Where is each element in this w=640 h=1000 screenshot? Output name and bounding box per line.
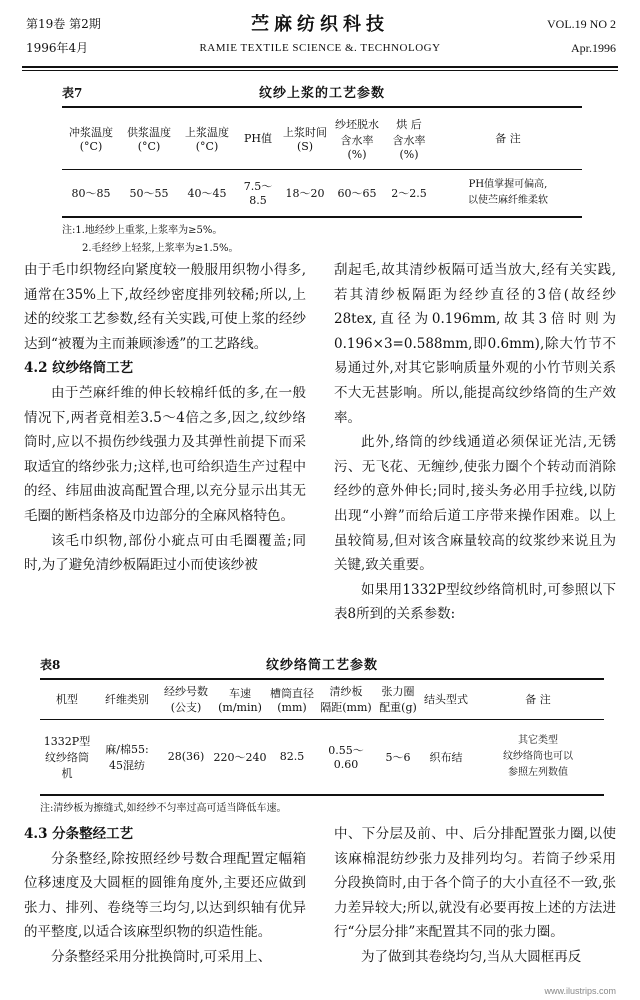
- journal-title-en: RAMIE TEXTILE SCIENCE &. TECHNOLOGY: [199, 42, 441, 54]
- paragraph: 此外,络筒的纱线通道必须保证光洁,无锈污、无飞花、无缠纱,使张力圈个个转动而消除经纱的意外伸长;同时,接头务必用手拉线,以防出现“小辫”而给后道工序带来操作困难。以上虽较简易,但对该含麻量较高的纹浆纱来说且为关键,致关重要。: [334, 434, 616, 574]
- table-8-label: 表8: [40, 658, 61, 672]
- journal-title-cn: 苎麻纺织科技: [251, 14, 389, 35]
- paragraph: 中、下分层及前、中、后分排配置张力圈,以使该麻棉混纺纱张力及排列均匀。若筒子纱采用分段换筒时,由于各个筒子的大小直径不一致,张力差异较大;所以,就没有必要再按上述的方法进行“分层分排”来配置其不同的张力圈。: [334, 826, 616, 941]
- page-header: [0, 0, 640, 66]
- table-header-cell: 张力圈 配重(g): [379, 685, 417, 715]
- paragraph: 分条整经采用分批换筒时,可采用上、: [51, 948, 272, 965]
- table-cell: 50～55: [129, 186, 169, 200]
- table-cell: 80～85: [71, 186, 111, 200]
- table-header-cell: 备 注: [495, 132, 521, 146]
- body-right-column-1: [334, 258, 616, 627]
- table-7-heading: [62, 80, 582, 106]
- header-rule-thin: [22, 70, 618, 71]
- table-header-cell: 冲浆温度 (°C): [69, 125, 113, 153]
- table-header-cell: PH值: [244, 132, 272, 146]
- table-cell: 40～45: [187, 186, 227, 200]
- paragraph: 分条整经,除按照经纱号数合理配置定幅箱位移速度及大圆框的圆锥角度外,主要还应做到张力、排列、卷绕等三均匀,以达到织轴有优异的平整度,以适合该麻型织物的织造性能。: [24, 850, 306, 941]
- watermark: www.ilustrips.com: [544, 986, 616, 996]
- table-cell: 220～240: [213, 750, 267, 764]
- body-right-column-2: [334, 822, 616, 970]
- table-header-cell: 烘 后 含水率 (%): [392, 117, 426, 161]
- header-right: [547, 12, 616, 60]
- table-cell: 织布结: [429, 750, 463, 764]
- paragraph: 如果用1332P型纹纱络筒机时,可参照以下表8所到的关系参数:: [334, 581, 616, 623]
- table-header-cell: 机型: [56, 693, 78, 707]
- table-cell: 18～20: [285, 186, 325, 200]
- table-header-cell: 车速 (m/min): [218, 686, 262, 714]
- table-7-notes: [62, 222, 582, 258]
- table-header-cell: 结头型式: [424, 693, 468, 707]
- table-cell: 1332P型 纹纱络筒机: [43, 734, 91, 780]
- table-header-cell: 清纱板 隔距(mm): [320, 685, 372, 715]
- table-header-cell: 纤维类别: [105, 693, 149, 707]
- table-header-cell: 经纱号数 (公支): [164, 685, 208, 715]
- table-8-title: 纹纱络筒工艺参数: [265, 658, 378, 673]
- volume-issue-en: VOL.19 NO 2: [547, 17, 616, 31]
- table-note: 2.毛经纱上轻浆,上浆率为≥1.5%。: [82, 243, 239, 254]
- table-7-header-row: [62, 107, 582, 169]
- table-cell: 0.55～0.60: [328, 744, 364, 772]
- table-header-cell: 纱坯脱水 含水率 (%): [335, 117, 379, 161]
- table-7-grid: [62, 106, 582, 218]
- table-header-cell: 供浆温度 (°C): [127, 125, 171, 153]
- table-header-cell: 备 注: [525, 693, 551, 707]
- table-row: [40, 719, 604, 795]
- table-cell: 麻/棉55: 45混纺: [105, 742, 149, 772]
- table-row: [62, 169, 582, 217]
- volume-issue-cn: 第19卷 第2期: [26, 17, 101, 31]
- table-cell: 2～2.5: [391, 186, 427, 200]
- section-heading: 4.3 分条整经工艺: [24, 826, 134, 842]
- table-cell: 7.5～8.5: [243, 180, 273, 208]
- table-cell-remark: PH值掌握可偏高, 以使苎麻纤维柔软: [468, 178, 548, 206]
- table-8-note: 注:清纱板为擦缝式,如经纱不匀率过高可适当降低车速。: [40, 803, 287, 814]
- table-cell-remark: 其它类型 纹纱络筒也可以 参照左列数值: [503, 734, 573, 778]
- paragraph: 由于毛巾织物经向紧度较一般服用织物小得多,通常在35%上下,故经纱密度排列较稀;所以,上述的绞浆工艺参数,经有关实践,可使上浆的经纱达到“被覆为主而兼顾渗透”的工艺路线。: [24, 262, 306, 352]
- table-8-grid: [40, 678, 604, 796]
- table-7-title: 纹纱上浆的工艺参数: [258, 86, 385, 101]
- table-7-label: 表7: [62, 86, 83, 100]
- table-8: [40, 652, 604, 818]
- header-rule: [22, 66, 618, 68]
- table-cell: 28(36): [167, 750, 205, 764]
- header-center: [0, 10, 640, 54]
- table-header-cell: 上浆时间 (S): [283, 125, 327, 153]
- table-header-cell: 槽筒直径 (mm): [270, 686, 314, 714]
- date-en: Apr.1996: [571, 41, 616, 55]
- section-heading: 4.2 纹纱络筒工艺: [24, 360, 134, 377]
- table-note: 注:1.地经纱上重浆,上浆率为≥5%。: [62, 225, 223, 236]
- paragraph: 该毛巾织物,部份小疵点可由毛圈覆盖;同时,为了避免清纱板隔距过小而使该纱被: [24, 532, 306, 574]
- table-cell: 82.5: [279, 750, 305, 764]
- table-header-cell: 上浆温度 (°C): [185, 125, 229, 153]
- table-8-header-row: [40, 679, 604, 719]
- paragraph: 为了做到其卷绕均匀,当从大圆框再反: [361, 948, 582, 965]
- table-cell: 5～6: [385, 750, 411, 764]
- date-cn: 1996年4月: [26, 41, 89, 55]
- paragraph: 刮起毛,故其清纱板隔可适当放大,经有关实践,若其清纱板隔距为经纱直径的3倍(故经纱28tex,直径为0.196mm,故其3倍时则为0.196×3=0.588mm,即0.6mm),除大竹节不易通过外,对其它影响质量外观的小竹节则关系不大无甚影响。所以,能提高纹纱络筒的生产效率。: [334, 262, 616, 426]
- table-cell: 60～65: [337, 186, 377, 200]
- body-left-column-1: [24, 258, 306, 578]
- table-8-heading: [40, 652, 604, 678]
- table-7: [62, 80, 582, 258]
- body-left-column-2: [24, 822, 306, 970]
- paragraph: 由于苎麻纤维的伸长较棉纤低的多,在一般情况下,两者竟相差3.5～4倍之多,因之,纹纱络筒时,应以不损伤纱线强力及其弹性前提下而采取适宜的络纱张力;这样,也可给织造生产过程中的经、纬屈曲波高配置合理,以充分显示出其无毛圈的断档条格及巾边部分的全麻风格特色。: [24, 384, 306, 524]
